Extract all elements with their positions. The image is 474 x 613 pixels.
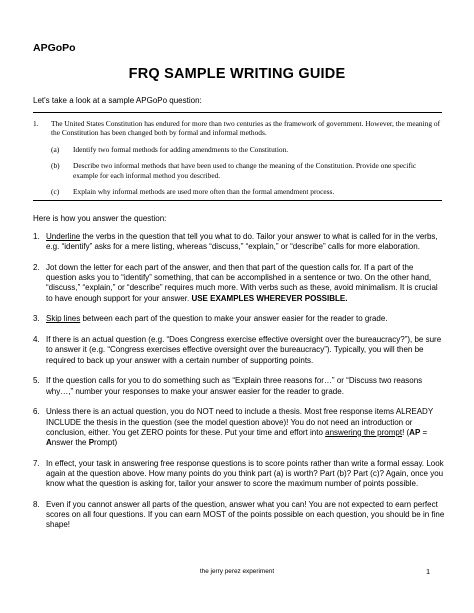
- question-part-letter: (a): [51, 144, 60, 154]
- step-number: 4.: [33, 335, 40, 345]
- step-text: [46, 314, 445, 324]
- step-item: [33, 335, 445, 366]
- step-item: [33, 500, 445, 531]
- step-text: [46, 263, 445, 304]
- question-part-letter: (b): [51, 161, 60, 171]
- question-part-text: Identify two formal methods for adding amendments to the Constitution.: [73, 144, 289, 154]
- page-title: FRQ SAMPLE WRITING GUIDE: [128, 66, 346, 82]
- step-item: [33, 376, 445, 396]
- question-text: The United States Constitution has endured for more than two centuries as the framework of government. However, the meaning of the Constitution has been changed both by formal and informal methods.: [51, 119, 441, 138]
- brand-name: APGoPo: [33, 42, 76, 54]
- step-emphasis: A: [46, 438, 52, 448]
- question-part-c: [51, 187, 442, 196]
- step-number: 6.: [33, 407, 40, 417]
- sample-question: [33, 119, 442, 196]
- step-body: If the question calls for you to do something such as “Explain three reasons for…” or “Discuss two reasons why…,” number your responses to make your answer easier for the reader to grade.: [46, 376, 423, 396]
- intro-text: Let's take a look at a sample APGoPo question:: [33, 96, 202, 105]
- step-item: [33, 232, 445, 252]
- step-item: [33, 407, 445, 448]
- step-number: 3.: [33, 314, 40, 324]
- step-emphasis: P: [88, 438, 95, 448]
- step-underlined-text: Underline: [46, 232, 81, 241]
- step-body-cont: ! (: [402, 427, 410, 437]
- question-number: 1.: [33, 119, 39, 128]
- step-number: 5.: [33, 376, 40, 386]
- question-part-b: [51, 161, 442, 180]
- step-text: [46, 232, 445, 252]
- step-body-cont: nswer the: [51, 438, 89, 448]
- step-item: [33, 314, 445, 324]
- page-number: 1: [426, 567, 431, 576]
- step-item: [33, 263, 445, 304]
- step-text: [46, 407, 445, 448]
- question-part-text: Explain why informal methods are used more often than the formal amendment process.: [73, 187, 335, 197]
- step-body: the verbs in the question that tell you what to do. Tailor your answer to what is called for in the verbs, e.g. “identify” asks for a mere listing, whereas “discuss,” “explain,” or “describe” calls for more elaboration.: [46, 232, 438, 252]
- step-body: Unless there is an actual question, you do NOT need to include a thesis. Most free response items ALREADY INCLUDE the thesis in the question (see the model question above)! You do not need an introduction or conclusion, either. You get ZERO points for these. Put your time and effort into: [46, 407, 434, 437]
- step-body-cont: rompt): [94, 438, 118, 448]
- step-item: [33, 459, 445, 490]
- question-part-text: Describe two informal methods that have been used to change the meaning of the Constitution. Provide one specific example for each informal method you described.: [73, 161, 417, 180]
- howto-intro: Here is how you answer the question:: [33, 214, 167, 223]
- step-emphasis: AP: [409, 427, 421, 437]
- step-body: In effect, your task in answering free response questions is to score points rather than write a formal essay. Look again at the question above. How many points do you think part (a) is worth? Part (b)? Part (c)? Again, once you know what the question is asking for, tailor your answer to score the maximum number of points possible.: [46, 458, 444, 489]
- step-underlined-text: answering the prompt: [325, 427, 403, 437]
- question-part-letter: (c): [51, 187, 60, 197]
- step-number: 2.: [33, 263, 40, 272]
- footer-text: the jerry perez experiment: [199, 568, 275, 575]
- step-number: 1.: [33, 232, 40, 241]
- step-emphasis: USE EXAMPLES WHEREVER POSSIBLE.: [191, 293, 348, 303]
- step-body: If there is an actual question (e.g. “Does Congress exercise effective oversight over the bureaucracy?”), be sure to answer it (e.g. “Congress exercises effective oversight over the bureaucracy”). Typically, you will then be required to back up your answer with a certain number of supporting points.: [46, 335, 442, 365]
- divider-top: [33, 112, 442, 113]
- step-underlined-text: Skip lines: [46, 314, 81, 324]
- steps-list: [33, 232, 445, 541]
- step-body: between each part of the question to make your answer easier for the reader to grade.: [80, 314, 388, 324]
- step-body-cont: =: [420, 427, 428, 437]
- step-body: Even if you cannot answer all parts of the question, answer what you can! You are not expected to earn perfect scores on all four questions. If you can earn MOST of the points possible on each question, you should be in fine shape!: [46, 500, 445, 530]
- question-stem: [33, 119, 442, 138]
- step-body: Jot down the letter for each part of the answer, and then that part of the question calls for. If a part of the question asks you to “identify” something, that can be accomplished in a sentence or two. On the other hand, “discuss,” “explain,” or “describe” requires much more. With verbs such as these, avoid minimalism. It is crucial to have enough support for your answer.: [46, 263, 438, 303]
- step-number: 7.: [33, 458, 40, 468]
- question-part-a: [51, 145, 442, 154]
- divider-bottom: [33, 200, 442, 201]
- step-number: 8.: [33, 500, 40, 510]
